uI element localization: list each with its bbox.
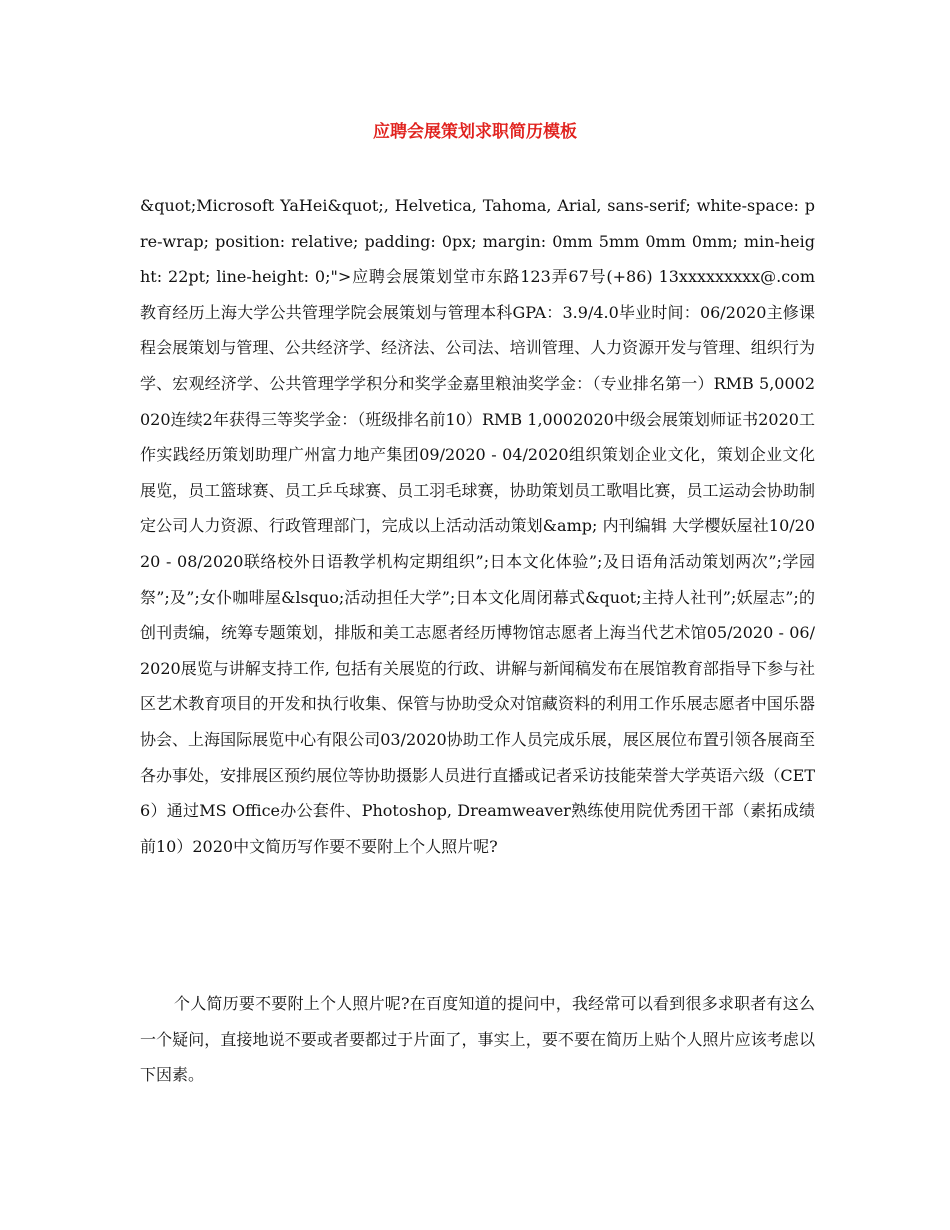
resume-body-paragraph: &quot;Microsoft YaHei&quot;, Helvetica, Tahoma, Arial, sans-serif; white-space: pre-wrap; position: relative; padding: 0px; margin: 0mm 5mm 0mm 0mm; min-height: 22pt; line-height: 0;">应聘会展策划堂市东路123弄67号(+86) 13xxxxxxxxx@.com教育经历上海大学公共管理学院会展策划与管理本科GPA：3.9/4.0毕业时间：06/2020主修课程会展策划与管理、公共经济学、经济法、公司法、培训管理、人力资源开发与管理、组织行为学、宏观经济学、公共管理学学积分和奖学金嘉里粮油奖学金：（专业排名第一）RMB 5,0002020连续2年获得三等奖学金：（班级排名前10）RMB 1,0002020中级会展策划师证书2020工作实践经历策划助理广州富力地产集团09/2020 - 04/2020组织策划企业文化，策划企业文化展览，员工篮球赛、员工乒乓球赛、员工羽毛球赛，协助策划员工歌唱比赛，员工运动会协助制定公司人力资源、行政管理部门，完成以上活动活动策划&amp; 内刊编辑 大学樱妖屋社10/2020 - 08/2020联络校外日语教学机构定期组织”;日本文化体验”;及日语角活动策划两次”;学园祭”;及”;女仆咖啡屋&lsquo;活动担任大学”;日本文化周闭幕式&quot;主持人社刊”;妖屋志”;的创刊责编，统筹专题策划，排版和美工志愿者经历博物馆志愿者上海当代艺术馆05/2020 - 06/2020展览与讲解支持工作, 包括有关展览的行政、讲解与新闻稿发布在展馆教育部指导下参与社区艺术教育项目的开发和执行收集、保管与协助受众对馆藏资料的利用工作乐展志愿者中国乐器协会、上海国际展览中心有限公司03/2020协助工作人员完成乐展，展区展位布置引领各展商至各办事处，安排展区预约展位等协助摄影人员进行直播或记者采访技能荣誉大学英语六级（CET6）通过MS Office办公套件、Photoshop, Dreamweaver熟练使用院优秀团干部（素拓成绩前10）2020中文简历写作要不要附上个人照片呢?	[140, 196, 815, 856]
document-title: 应聘会展策划求职简历模板	[373, 122, 577, 142]
photo-advice-paragraph: 个人简历要不要附上个人照片呢?在百度知道的提问中，我经常可以看到很多求职者有这么一个疑问，直接地说不要或者要都过于片面了，事实上，要不要在简历上贴个人照片应该考虑以下因素。	[140, 994, 815, 1085]
